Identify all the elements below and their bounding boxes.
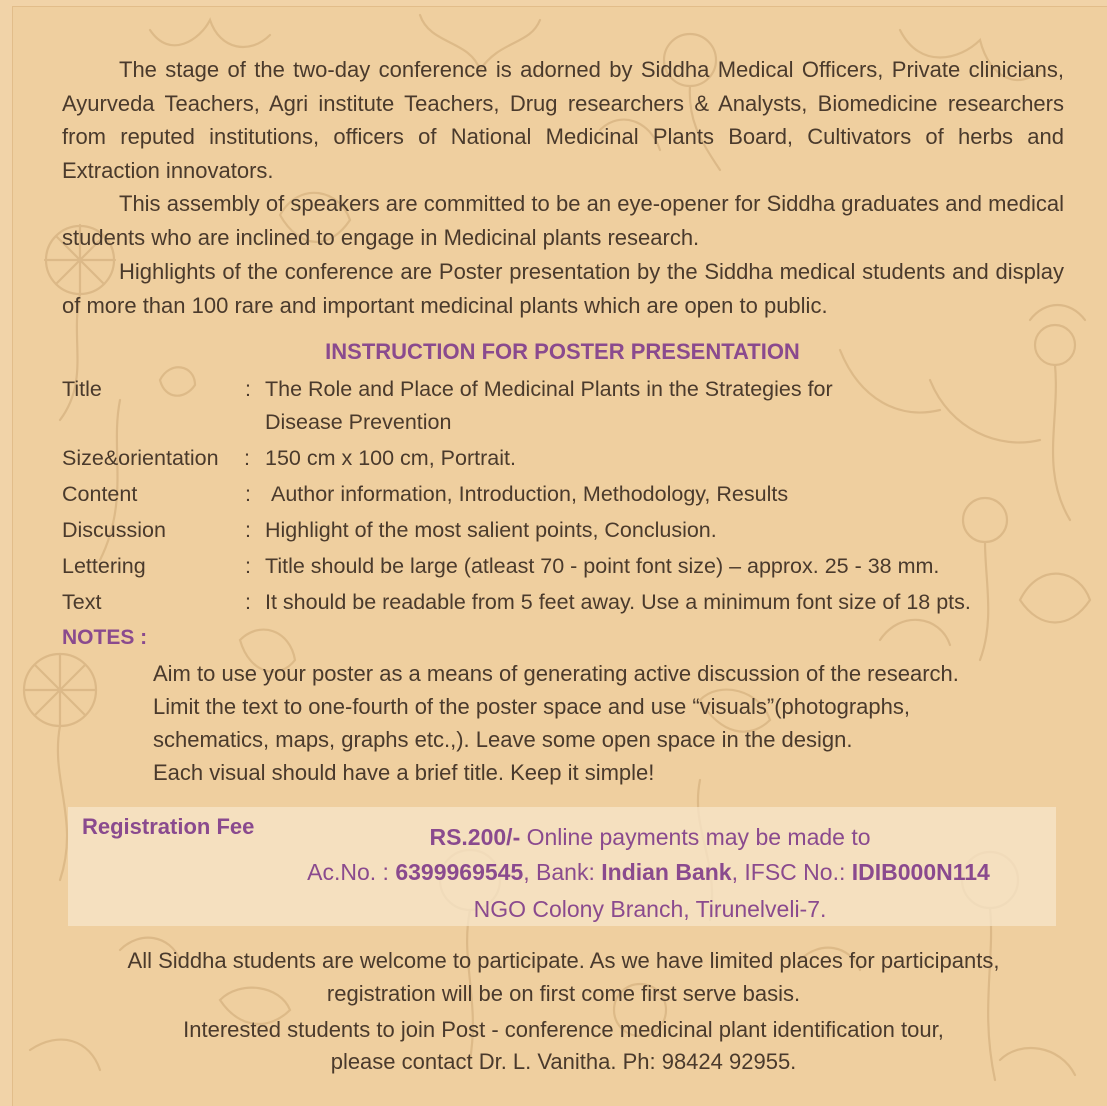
poster-title-value-line1: The Role and Place of Medicinal Plants in the Strategies for bbox=[265, 377, 833, 401]
poster-lettering-label: Lettering bbox=[62, 554, 146, 578]
note-line-2: Limit the text to one-fourth of the poster space and use “visuals”(photographs, bbox=[153, 694, 910, 719]
footer-line-3: Interested students to join Post - conference medicinal plant identification tour, bbox=[183, 1017, 944, 1042]
poster-discussion-value: Highlight of the most salient points, Conclusion. bbox=[265, 518, 717, 542]
poster-discussion-label: Discussion bbox=[62, 518, 166, 542]
poster-text-separator: : bbox=[245, 590, 251, 614]
poster-title-label: Title bbox=[62, 377, 102, 401]
poster-content-value: Author information, Introduction, Methodology, Results bbox=[271, 482, 789, 506]
intro-paragraph-speakers: The stage of the two-day conference is adorned by Siddha Medical Officers, Private clinicians, Ayurveda Teachers, Agri institute Teachers, Drug researchers & Analysts, Biomedicine researchers from reputed institutions, officers of National Medicinal Plants Board, Cultivators of herbs and Extraction innovators. bbox=[62, 57, 1064, 183]
poster-content-separator: : bbox=[245, 482, 251, 506]
poster-title-value-line2: Disease Prevention bbox=[265, 410, 452, 434]
bank-name: Indian Bank bbox=[601, 859, 732, 885]
registration-payment-text: Online payments may be made to bbox=[520, 824, 871, 850]
bank-label: , Bank: bbox=[523, 859, 602, 885]
footer-line-1: All Siddha students are welcome to participate. As we have limited places for participants, bbox=[127, 948, 1000, 973]
poster-text-value: It should be readable from 5 feet away. Use a minimum font size of 18 pts. bbox=[265, 590, 971, 614]
poster-instructions-heading: INSTRUCTION FOR POSTER PRESENTATION bbox=[325, 339, 800, 364]
intro-paragraph-assembly: This assembly of speakers are committed to be an eye-opener for Siddha graduates and medical students who are inclined to engage in Medicinal plants research. bbox=[62, 191, 1064, 250]
note-line-3: schematics, maps, graphs etc.,). Leave some open space in the design. bbox=[153, 727, 853, 752]
note-line-1: Aim to use your poster as a means of generating active discussion of the research. bbox=[153, 661, 959, 686]
poster-text-label: Text bbox=[62, 590, 102, 614]
poster-size-value: 150 cm x 100 cm, Portrait. bbox=[265, 446, 516, 470]
registration-branch: NGO Colony Branch, Tirunelveli-7. bbox=[473, 896, 827, 922]
poster-title-separator: : bbox=[245, 377, 251, 401]
registration-amount-line bbox=[0, 819, 1107, 855]
registration-fee-label: Registration Fee bbox=[82, 814, 255, 839]
ifsc-label: , IFSC No.: bbox=[731, 859, 852, 885]
registration-account-line bbox=[0, 854, 1107, 890]
registration-amount: RS.200/- bbox=[429, 824, 521, 850]
account-number: 6399969545 bbox=[395, 859, 524, 885]
footer-line-4-contact: please contact Dr. L. Vanitha. Ph: 98424 92955. bbox=[330, 1049, 797, 1074]
poster-size-separator: : bbox=[244, 446, 250, 470]
ifsc-code: IDIB000N114 bbox=[851, 859, 990, 885]
notes-heading: NOTES : bbox=[62, 626, 148, 649]
note-line-4: Each visual should have a brief title. Keep it simple! bbox=[153, 760, 655, 785]
poster-size-label: Size&orientation bbox=[62, 446, 219, 470]
account-number-label: Ac.No. : bbox=[307, 859, 396, 885]
poster-lettering-separator: : bbox=[245, 554, 251, 578]
poster-discussion-separator: : bbox=[245, 518, 251, 542]
intro-paragraph-highlights: Highlights of the conference are Poster presentation by the Siddha medical students and display of more than 100 rare and important medicinal plants which are open to public. bbox=[62, 259, 1064, 318]
poster-content-label: Content bbox=[62, 482, 138, 506]
poster-lettering-value: Title should be large (atleast 70 - point font size) – approx. 25 - 38 mm. bbox=[265, 554, 940, 578]
footer-line-2: registration will be on first come first serve basis. bbox=[326, 981, 801, 1006]
